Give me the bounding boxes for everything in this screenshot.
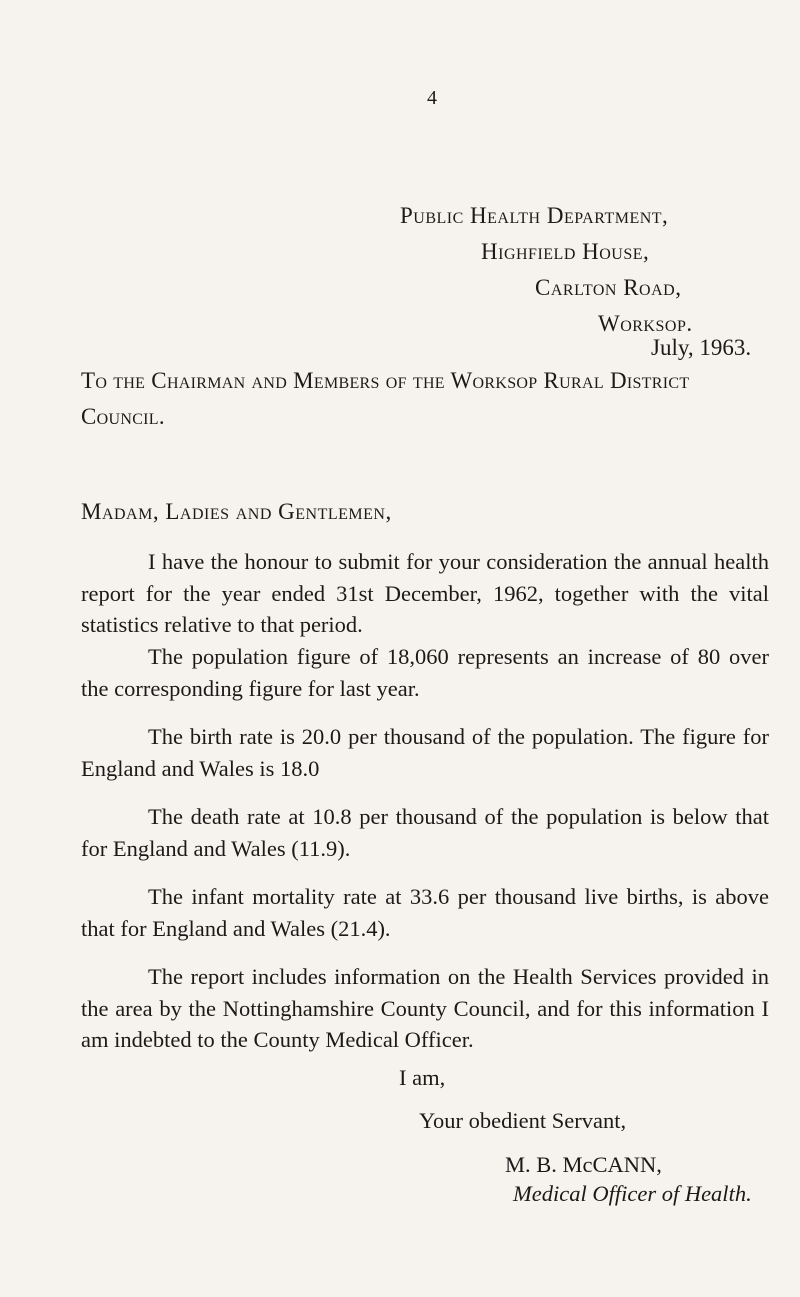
paragraph-1: I have the honour to submit for your consideration the annual health report for the year ended 31st December, 1962, together with the vital statistics relative to that period. (81, 549, 769, 637)
addressee: To the Chairman and Members of the Worksop Rural District Council. (81, 368, 690, 429)
paragraph-2: The population figure of 18,060 represents an increase of 80 over the corresponding figure for last year. (81, 644, 769, 701)
closing-servant: Your obedient Servant, (419, 1108, 627, 1133)
signature-name: M. B. McCANN, (505, 1152, 662, 1177)
paragraph-5: The infant mortality rate at 33.6 per thousand live births, is above that for England and Wales (21.4). (81, 884, 769, 941)
address-line-2: Highfield House, (481, 239, 650, 264)
paragraph-3: The birth rate is 20.0 per thousand of the population. The figure for England and Wales is 18.0 (81, 724, 769, 781)
paragraph-4: The death rate at 10.8 per thousand of the population is below that for England and Wales (11.9). (81, 804, 769, 861)
address-line-4: Worksop. (598, 311, 693, 336)
letter-date: July, 1963. (651, 335, 752, 360)
address-line-3: Carlton Road, (535, 275, 682, 300)
greeting: Madam, Ladies and Gentlemen, (81, 499, 392, 524)
address-line-1: Public Health Department, (400, 203, 669, 228)
signature-title: Medical Officer of Health. (513, 1181, 752, 1206)
paragraph-6: The report includes information on the Health Services provided in the area by the Nottinghamshire County Council, and for this information I am indebted to the County Medical Officer. (81, 964, 769, 1052)
closing-i-am: I am, (399, 1065, 446, 1090)
page-number: 4 (427, 87, 437, 109)
